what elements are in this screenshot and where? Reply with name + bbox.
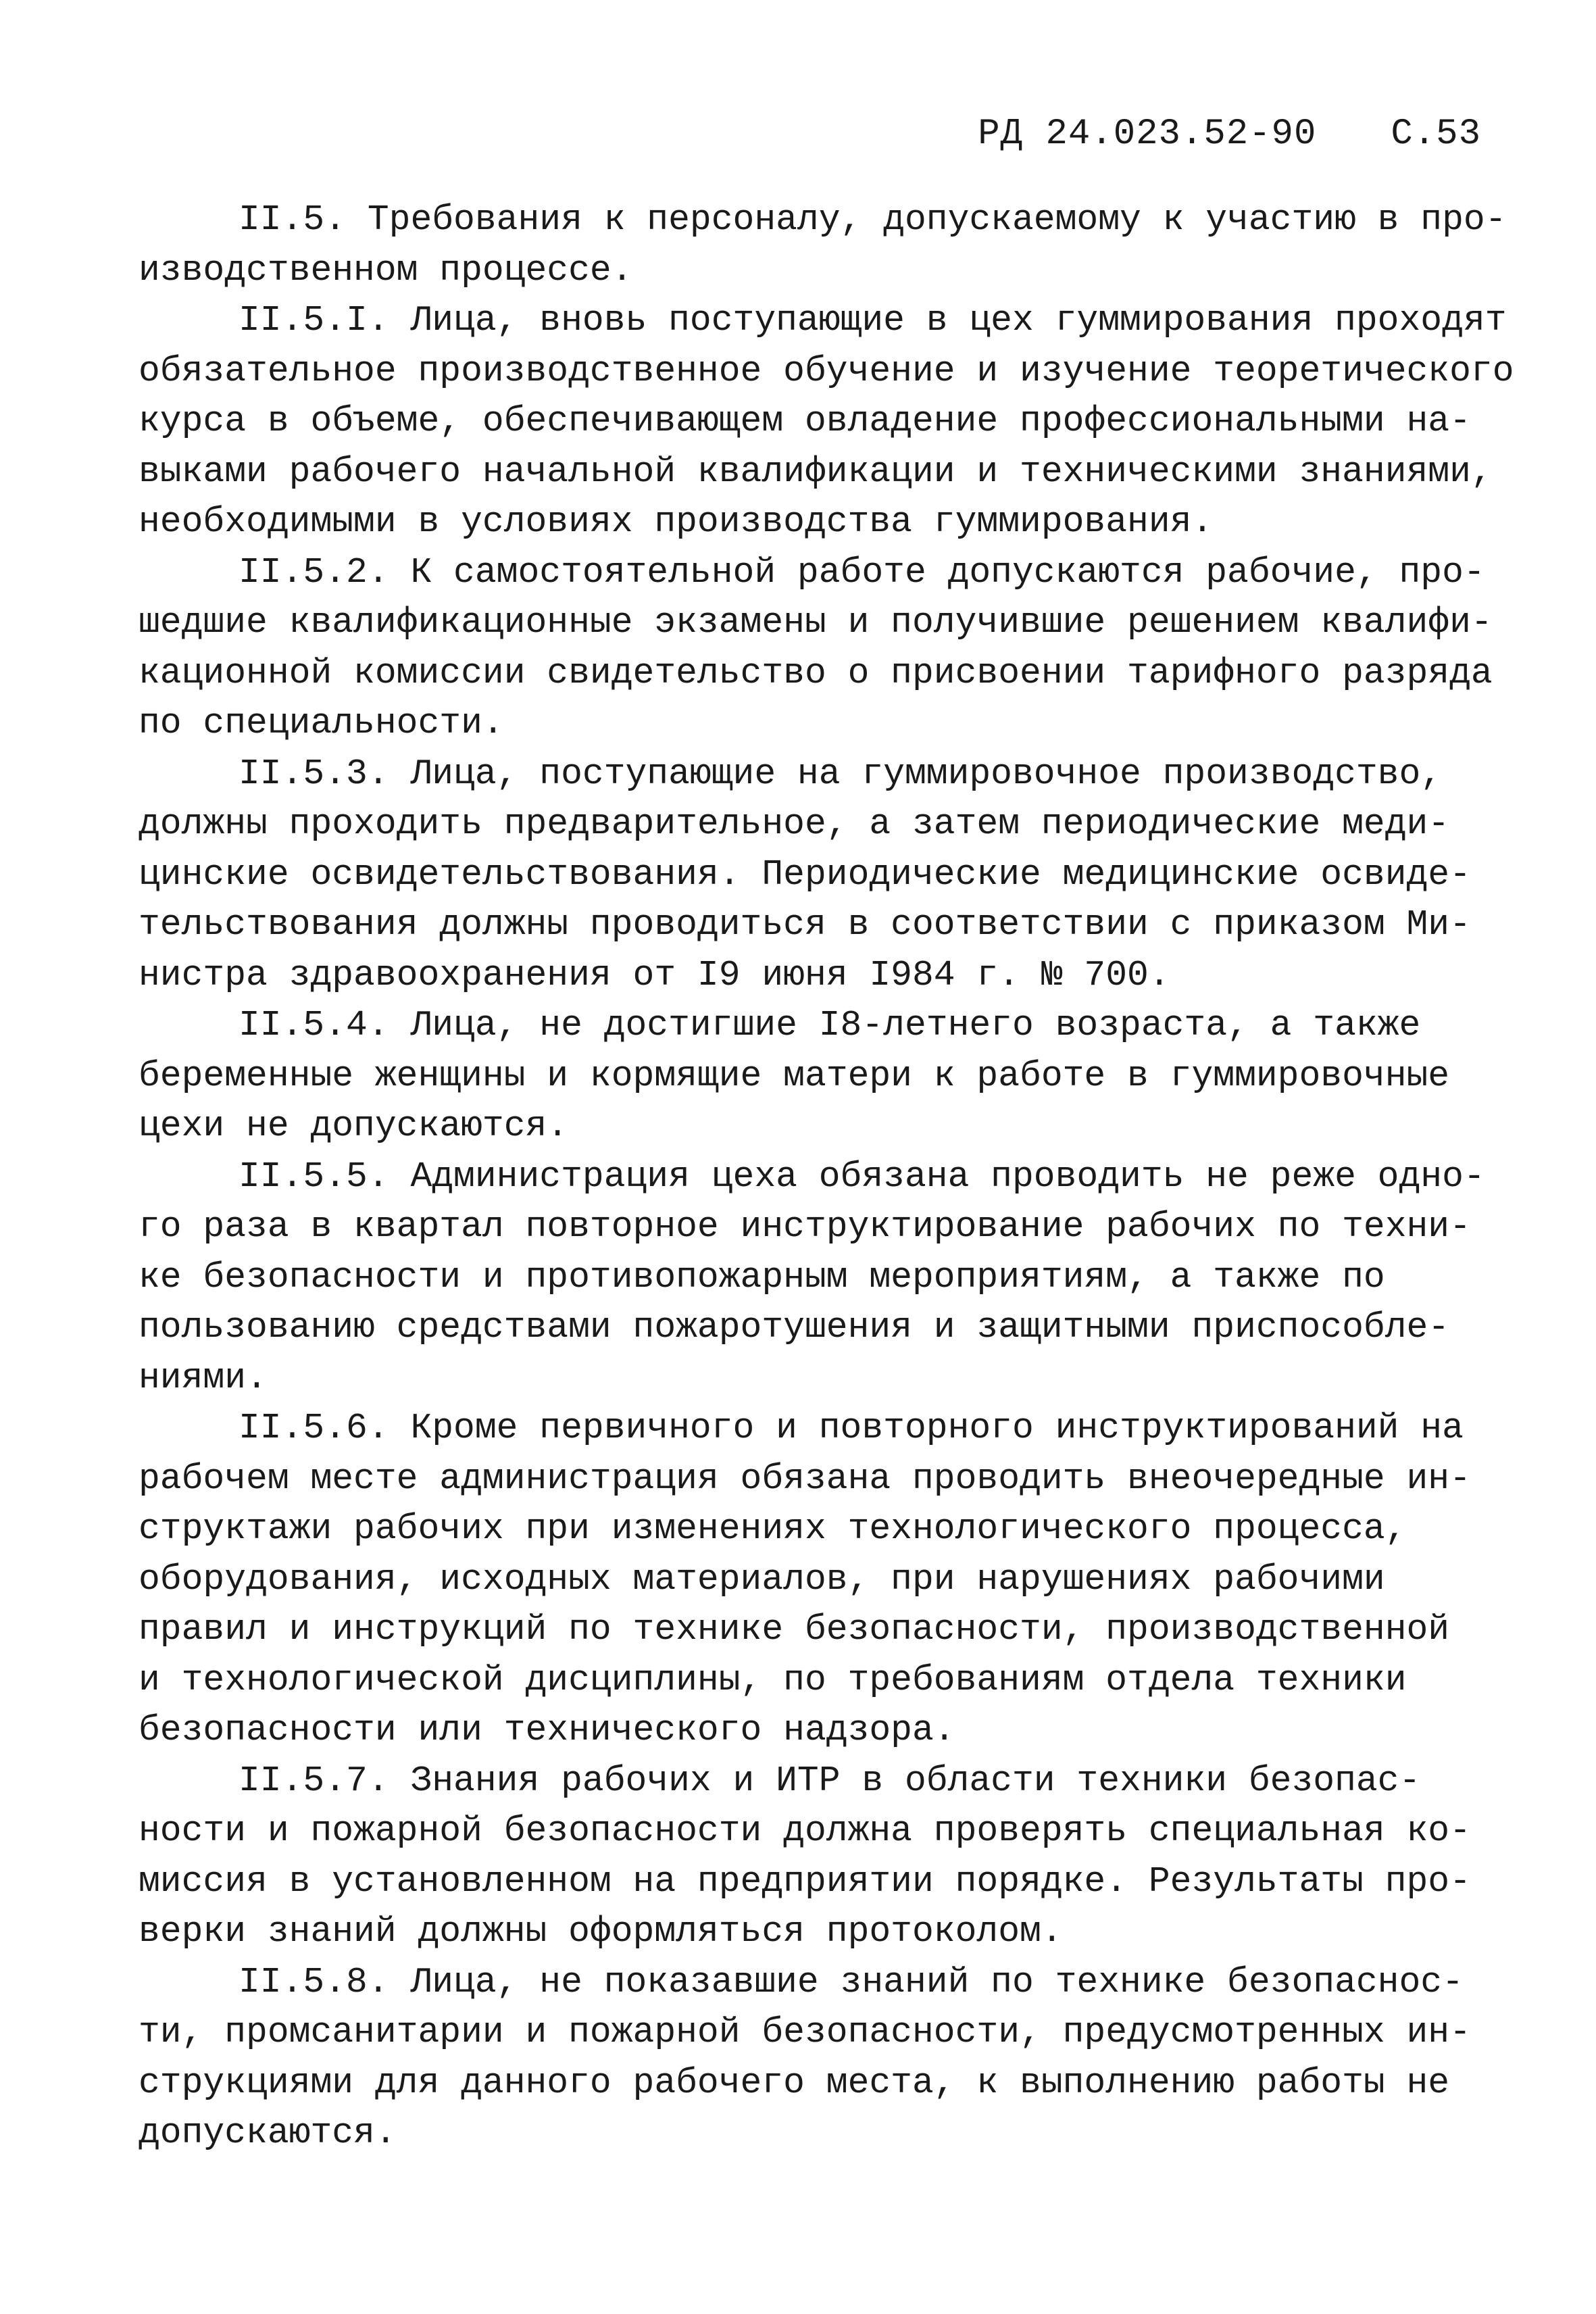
clause-11-5-2 bbox=[139, 547, 1493, 749]
text-line: II.5.6. Кроме первичного и повторного инструктирований на bbox=[239, 1408, 1464, 1448]
document-code: РД 24.023.52-90 bbox=[978, 114, 1317, 155]
text-line: обязательное производственное обучение и изучение теоретического bbox=[139, 350, 1514, 391]
text-line: курса в объеме, обеспечивающем овладение профессиональными на- bbox=[139, 401, 1471, 441]
clause-11-5-7 bbox=[139, 1756, 1471, 1957]
text-line: кационной комиссии свидетельство о присвоении тарифного разряда bbox=[139, 652, 1493, 693]
text-line: тельствования должны проводиться в соответствии с приказом Ми- bbox=[139, 904, 1471, 945]
text-line: допускаются. bbox=[139, 2113, 397, 2153]
text-line: цинские освидетельствования. Периодические медицинские освиде- bbox=[139, 854, 1471, 895]
text-line: правил и инструкций по технике безопасности, производственной bbox=[139, 1609, 1450, 1650]
text-line: по специальности. bbox=[139, 703, 504, 743]
text-line: II.5.4. Лица, не достигшие I8-летнего возраста, а также bbox=[239, 1005, 1421, 1045]
text-line: миссия в установленном на предприятии порядке. Результаты про- bbox=[139, 1861, 1471, 1902]
text-line: го раза в квартал повторное инструктирование рабочих по техни- bbox=[139, 1206, 1471, 1247]
page-number: С.53 bbox=[1391, 114, 1481, 155]
text-line: шедшие квалификационные экзамены и получившие решением квалифи- bbox=[139, 602, 1493, 643]
text-line: II.5.7. Знания рабочих и ИТР в области техники безопас- bbox=[239, 1760, 1421, 1801]
clause-11-5-3 bbox=[139, 749, 1471, 1001]
section-heading bbox=[139, 195, 1507, 295]
text-line: ке безопасности и противопожарным мероприятиям, а также по bbox=[139, 1256, 1385, 1298]
clause-11-5-4 bbox=[139, 1000, 1463, 1152]
text-line: II.5.I. Лица, вновь поступающие в цех гуммирования проходят bbox=[239, 300, 1507, 341]
text-line: II.5.5. Администрация цеха обязана проводить не реже одно- bbox=[239, 1156, 1485, 1197]
text-line: верки знаний должны оформляться протоколом. bbox=[139, 1911, 1063, 1952]
text-line: выками рабочего начальной квалификации и техническими знаниями, bbox=[139, 451, 1493, 492]
text-line: цехи не допускаются. bbox=[139, 1106, 569, 1146]
text-line: пользованию средствами пожаротушения и защитными приспособле- bbox=[139, 1307, 1450, 1348]
clause-11-5-1 bbox=[139, 295, 1514, 547]
text-line: II.5.3. Лица, поступающие на гуммировочное производство, bbox=[239, 753, 1443, 794]
text-line: струкциями для данного рабочего места, к выполнению работы не bbox=[139, 2062, 1450, 2103]
clause-11-5-8 bbox=[139, 1957, 1471, 2159]
text-line: ниями. bbox=[139, 1357, 268, 1398]
text-line: ности и пожарной безопасности должна проверять специальная ко- bbox=[139, 1811, 1471, 1851]
text-line: II.5.2. К самостоятельной работе допускаются рабочие, про- bbox=[239, 551, 1485, 593]
text-line: и технологической дисциплины, по требованиям отдела техники bbox=[139, 1659, 1407, 1700]
text-line: II.5.8. Лица, не показавшие знаний по технике безопаснос- bbox=[239, 1961, 1464, 2002]
text-line: ти, промсанитарии и пожарной безопасности, предусмотренных ин- bbox=[139, 2012, 1471, 2052]
text-line: необходимыми в условиях производства гуммирования. bbox=[139, 501, 1214, 542]
clause-11-5-6 bbox=[139, 1403, 1471, 1756]
document-body bbox=[139, 195, 1514, 2159]
text-line: безопасности или технического надзора. bbox=[139, 1710, 955, 1750]
text-line: должны проходить предварительное, а затем периодические меди- bbox=[139, 804, 1450, 844]
text-line: II.5. Требования к персоналу, допускаемому к участию в про- bbox=[239, 199, 1507, 240]
text-line: изводственном процессе. bbox=[139, 249, 633, 291]
text-line: беременные женщины и кормящие матери к работе в гуммировочные bbox=[139, 1055, 1450, 1096]
text-line: оборудования, исходных материалов, при нарушениях рабочими bbox=[139, 1558, 1385, 1600]
page-header bbox=[978, 114, 1481, 155]
text-line: нистра здравоохранения от I9 июня I984 г. № 700. bbox=[139, 954, 1170, 995]
clause-11-5-5 bbox=[139, 1152, 1485, 1404]
text-line: рабочем месте администрация обязана проводить внеочередные ин- bbox=[139, 1458, 1471, 1499]
text-line: структажи рабочих при изменениях технологического процесса, bbox=[139, 1508, 1407, 1549]
